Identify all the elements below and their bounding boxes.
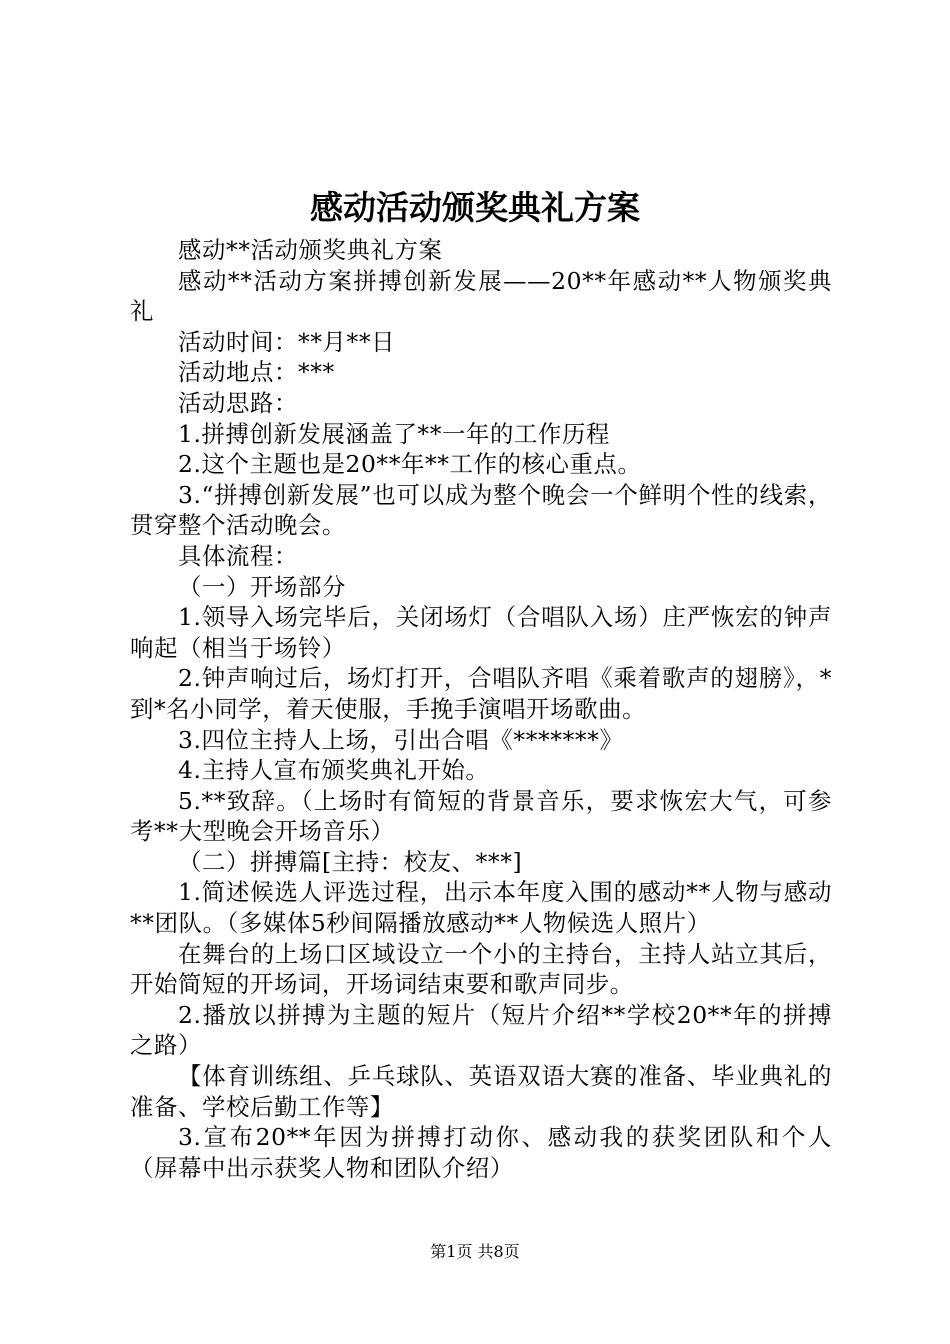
paragraph-opening-4: 4.主持人宣布颁奖典礼开始。: [178, 756, 490, 785]
paragraph-section-struggle: （二）拼搏篇[主持：校友、***]: [178, 847, 523, 876]
paragraph-theme: 感动**活动方案拼搏创新发展——20**年感动**人物颁奖典礼: [130, 266, 832, 326]
paragraph-opening-1: 1.领导入场完毕后，关闭场灯（合唱队入场）庄严恢宏的钟声响起（相当于场铃）: [130, 603, 832, 662]
paragraph-location: 活动地点：***: [178, 358, 335, 387]
paragraph-struggle-stage: 在舞台的上场口区域设立一个小的主持台，主持人站立其后，开始简短的开场词，开场词结束要和歌声同步。: [130, 939, 832, 999]
paragraph-opening-3: 3.四位主持人上场，引出合唱《*******》: [178, 725, 624, 754]
paragraph-idea-3: 3.“拼搏创新发展”也可以成为整个晚会一个鲜明个性的线索，贯穿整个活动晚会。: [130, 480, 832, 540]
paragraph-section-opening: （一）开场部分: [178, 572, 346, 601]
document-title: 感动活动颁奖典礼方案: [310, 188, 640, 227]
paragraph-struggle-2: 2.播放以拼搏为主题的短片（短片介绍**学校20**年的拼搏之路）: [130, 1000, 832, 1060]
paragraph-struggle-list: 【体育训练组、乒乓球队、英语双语大赛的准备、毕业典礼的准备、学校后勤工作等】: [130, 1062, 832, 1121]
page-footer: 第1页 共8页: [430, 1242, 520, 1261]
paragraph-process-heading: 具体流程：: [178, 541, 298, 570]
document-body: [130, 235, 832, 1183]
paragraph-opening-5: 5.**致辞。（上场时有简短的背景音乐，要求恢宏大气，可参考**大型晚会开场音乐）: [130, 786, 832, 846]
paragraph-idea-heading: 活动思路：: [178, 388, 298, 417]
paragraph-time: 活动时间：**月**日: [178, 327, 396, 356]
paragraph-subtitle: 感动**活动颁奖典礼方案: [178, 236, 443, 264]
paragraph-idea-2: 2.这个主题也是20**年**工作的核心重点。: [178, 450, 642, 479]
paragraph-idea-1: 1.拼搏创新发展涵盖了**一年的工作历程: [178, 419, 610, 448]
paragraph-struggle-3: 3.宣布20**年因为拼搏打动你、感动我的获奖团队和个人（屏幕中出示获奖人物和团队介绍）: [130, 1123, 832, 1182]
paragraph-opening-2: 2.钟声响过后，场灯打开，合唱队齐唱《乘着歌声的翅膀》，*到*名小同学，着天使服，手挽手演唱开场歌曲。: [130, 664, 832, 723]
paragraph-struggle-1: 1.简述候选人评选过程，出示本年度入围的感动**人物与感动**团队。（多媒体5秒间隔播放感动**人物候选人照片）: [130, 878, 832, 938]
